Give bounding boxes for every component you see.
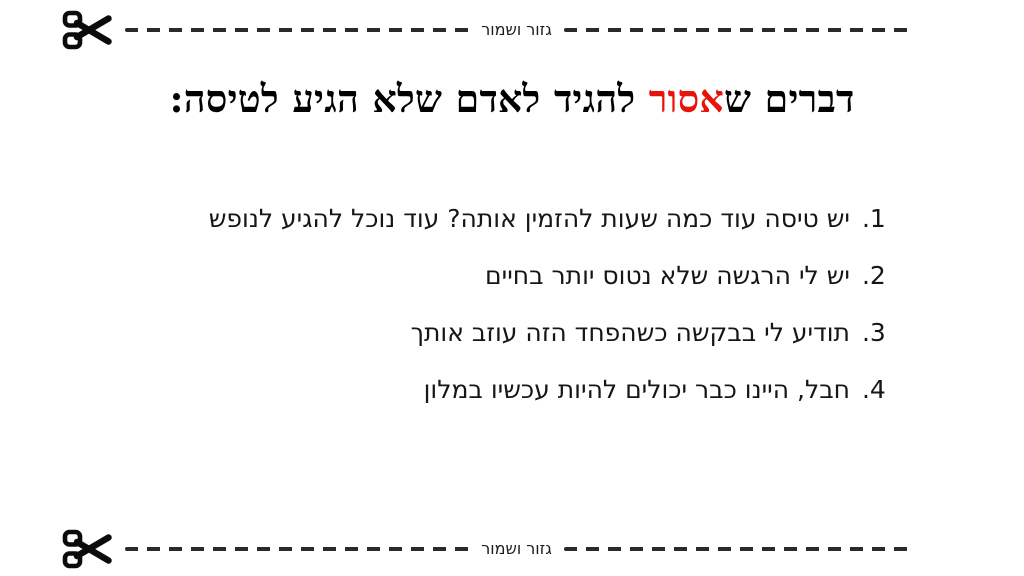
forbidden-things-list [110, 202, 888, 430]
list-item: 2. יש לי הרגשה שלא נטוס יותר בחיים [110, 259, 854, 293]
dashed-cut-line [125, 547, 469, 551]
cut-line-label: גזור ושמור [481, 539, 552, 558]
title-text-suffix: להגיד לאדם שלא הגיע לטיסה: [169, 76, 649, 121]
cut-line-top [62, 10, 908, 50]
dashed-cut-line [564, 547, 908, 551]
dashed-cut-line [125, 28, 469, 32]
scissors-icon [62, 10, 116, 50]
list-item: 4. חבל, היינו כבר יכולים להיות עכשיו במלון [110, 373, 854, 407]
title-text-prefix: דברים ש [724, 76, 855, 121]
dashed-cut-line [564, 28, 908, 32]
cut-line-bottom [62, 529, 908, 569]
scissors-icon [62, 529, 116, 569]
title-highlight-word: אסור [648, 76, 725, 121]
cut-line-label: גזור ושמור [481, 20, 552, 39]
page-title [0, 74, 1024, 123]
list-item: 3. תודיע לי בבקשה כשהפחד הזה עוזב אותך [110, 316, 854, 350]
list-item: 1. יש טיסה עוד כמה שעות להזמין אותה? עוד נוכל להגיע לנופש [110, 202, 854, 236]
